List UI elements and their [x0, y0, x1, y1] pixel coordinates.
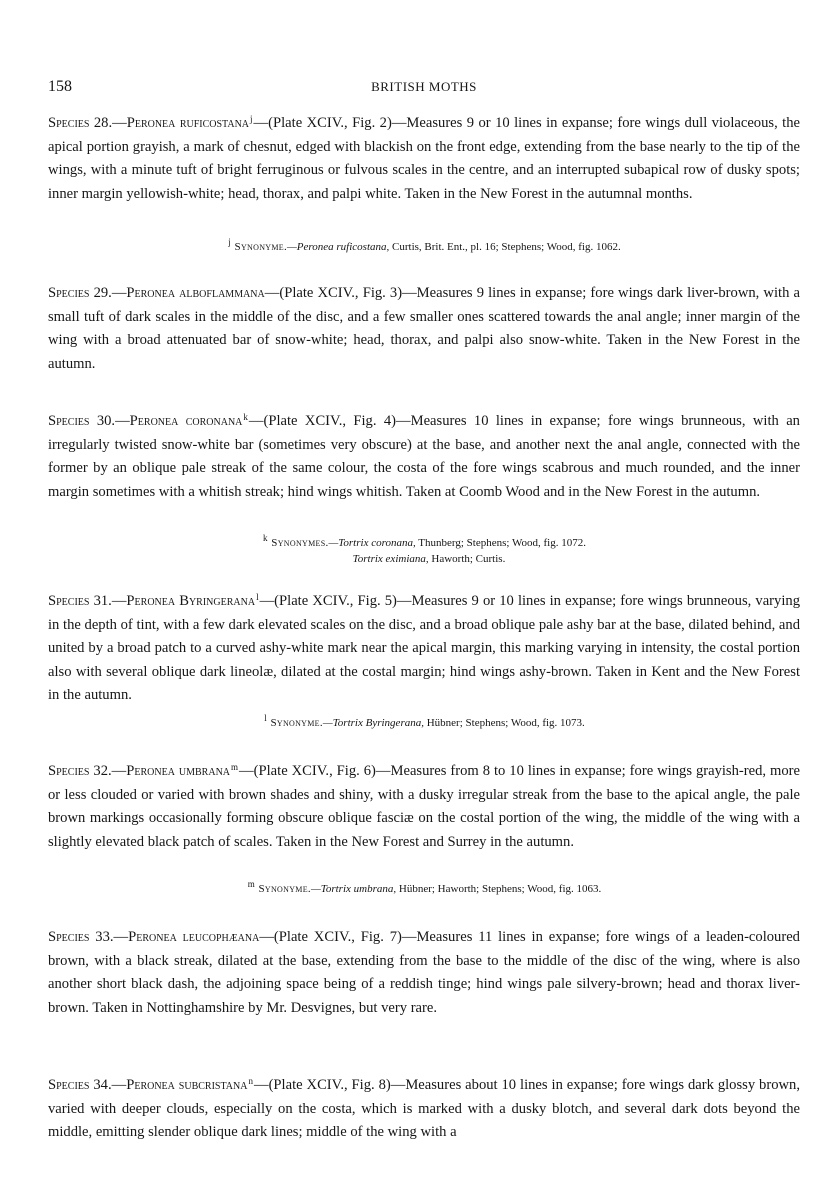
species-entry	[48, 756, 800, 854]
synonym-footnote	[48, 234, 800, 255]
synonym-name: —Tortrix umbrana,	[310, 883, 397, 895]
footnote-marker: n	[248, 1076, 253, 1086]
synonym-label: Synonyme.	[234, 241, 288, 253]
species-entry	[48, 406, 800, 504]
species-entry	[48, 1070, 800, 1145]
species-label: Species 33.	[48, 929, 114, 945]
species-label: Species 34.	[48, 1077, 112, 1093]
synonym-name: —Peronea ruficostana,	[287, 241, 390, 253]
species-label: Species 30.	[48, 413, 116, 429]
species-entry	[48, 926, 800, 1020]
species-entry	[48, 282, 800, 376]
synonym-line	[48, 710, 800, 731]
species-description: —(Plate XCIV., Fig. 3)—Measures 9 lines in expanse; fore wings dark liver-brown, with a small tuft of dark scales in the middle of the disc, and a few smaller ones scattered towards the anal angle; inner margin of the wing with a broad attenuated bar of snow-white; head, thorax, and palpi also snow-white. Taken in the New Forest in the autumn.	[48, 285, 800, 372]
footnote-marker: m	[247, 879, 255, 889]
synonym-footnote	[48, 710, 800, 731]
page-number: 158	[48, 78, 72, 95]
synonym-footnote	[48, 876, 800, 897]
species-entry	[48, 108, 800, 206]
synonym-label: Synonyme.	[258, 883, 311, 895]
species-name: —Peronea alboflammana	[111, 285, 265, 301]
footnote-marker: j	[228, 237, 231, 247]
synonym-line	[48, 876, 800, 897]
footnote-marker: m	[231, 762, 239, 772]
footnote-marker: l	[256, 592, 259, 602]
synonym-name: —Tortrix coronana,	[328, 537, 416, 549]
synonym-references: Haworth; Curtis.	[428, 553, 506, 565]
footnote-marker: k	[263, 533, 268, 543]
footnote-marker: k	[243, 412, 248, 422]
synonym-name: —Tortrix Byringerana,	[322, 717, 424, 729]
synonym-line	[48, 551, 800, 567]
species-entry	[48, 586, 800, 708]
species-name: —Peronea ruficostana	[112, 115, 250, 131]
species-name: —Peronea subcristana	[111, 1077, 248, 1093]
synonym-references: Hübner; Haworth; Stephens; Wood, fig. 1063.	[396, 883, 602, 895]
running-title: BRITISH MOTHS	[371, 79, 477, 94]
synonym-footnote	[48, 530, 800, 567]
species-description: —(Plate XCIV., Fig. 6)—Measures from 8 to 10 lines in expanse; fore wings grayish-red, more or less clouded or varied with brown shades and shiny, with a dusky irregular streak from the base to the apical angle, the pale brown markings occasionally forming obscure oblique fasciæ on the costal portion of the wing, the middle of the wing with a slightly elevated black patch of scales. Taken in the New Forest and Surrey in the autumn.	[48, 763, 800, 850]
species-name: —Peronea umbrana	[111, 763, 231, 779]
footnote-marker: j	[250, 114, 253, 124]
species-label: Species 31.	[48, 593, 112, 609]
species-description: —(Plate XCIV., Fig. 5)—Measures 9 or 10 lines in expanse; fore wings brunneous, varying in the depth of tint, with a few dark elevated scales on the disc, and a broad oblique pale ashy bar at the base, dilated behind, and united by a broad patch to a curved ashy-white mark near the apical margin, this marking varying in intensity, the costal portion also with several oblique dark lineolæ, dilated at the costal margin; hind wings ashy-brown. Taken in Kent and the New Forest in the autumn.	[48, 593, 800, 704]
synonym-references: Thunberg; Stephens; Wood, fig. 1072.	[415, 537, 586, 549]
synonym-line	[48, 530, 800, 551]
footnote-marker: l	[264, 713, 267, 723]
species-label: Species 28.	[48, 115, 113, 131]
synonym-references: Hübner; Stephens; Wood, fig. 1073.	[423, 717, 585, 729]
synonym-references: Curtis, Brit. Ent., pl. 16; Stephens; Wood, fig. 1062.	[389, 241, 621, 253]
synonym-label: Synonymes.	[271, 537, 329, 549]
species-label: Species 29.	[48, 285, 112, 301]
species-description: —(Plate XCIV., Fig. 4)—Measures 10 lines in expanse; fore wings brunneous, with an irregularly twisted snow-white bar (sometimes very obscure) at the base, and another next the anal angle, connected with the former by an oblique pale streak of the same colour, the costa of the fore wings scabrous and much rounded, and the inner margin sometimes with a whitish streak; hind wings whitish. Taken at Coomb Wood and in the New Forest in the autumn.	[48, 413, 800, 500]
species-name: —Peronea coronana	[115, 413, 243, 429]
species-name: —Peronea leucophæana	[113, 929, 260, 945]
synonym-label: Synonyme.	[270, 717, 323, 729]
species-name: —Peronea Byringerana	[111, 593, 256, 609]
species-label: Species 32.	[48, 763, 112, 779]
page-header	[48, 78, 800, 100]
species-description: —(Plate XCIV., Fig. 8)—Measures about 10 lines in expanse; fore wings dark glossy brown, varied with deeper clouds, especially on the costa, which is marked with a dusky blotch, and several dark dots beyond the middle, emitting slender oblique dark lines; middle of the wing with a	[48, 1077, 800, 1141]
synonym-line	[48, 234, 800, 255]
species-description: —(Plate XCIV., Fig. 7)—Measures 11 lines in expanse; fore wings of a leaden-coloured brown, with a black streak, dilated at the base, extending from the base to the middle of the disc of the wing, where is also another short black dash, the adjoining space being of a reddish tinge; hind wings pale silvery-brown; head and thorax liver-brown. Taken in Nottinghamshire by Mr. Desvignes, but very rare.	[48, 929, 800, 1016]
synonym-name: Tortrix eximiana,	[352, 553, 429, 565]
species-description: —(Plate XCIV., Fig. 2)—Measures 9 or 10 lines in expanse; fore wings dull violaceous, the apical portion grayish, a mark of chesnut, edged with blackish on the front edge, extending from the base nearly to the tip of the wings, with a minute tuft of bright ferruginous or fulvous scales in the centre, and an interrupted subapical row of dusky spots; inner margin yellowish-white; head, thorax, and palpi white. Taken in the New Forest in the autumnal months.	[48, 115, 800, 202]
